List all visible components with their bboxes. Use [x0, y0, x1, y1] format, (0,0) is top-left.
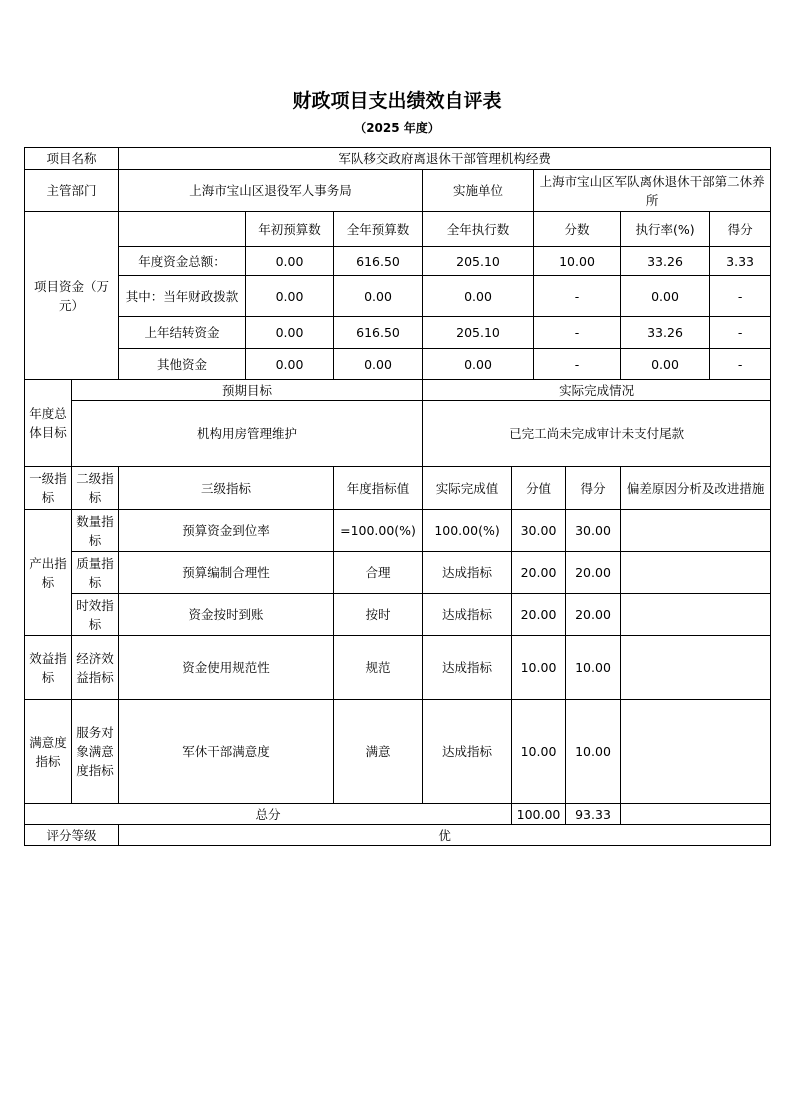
indicator-l2: 经济效益指标 — [72, 636, 119, 700]
total-score: 93.33 — [566, 804, 621, 825]
indicator-score: 10.00 — [566, 636, 621, 700]
indicator-score: 20.00 — [566, 594, 621, 636]
funds-cell: 0.00 — [246, 317, 334, 349]
total-weight: 100.00 — [512, 804, 566, 825]
funds-row — [25, 247, 771, 276]
dept-value: 上海市宝山区退役军人事务局 — [119, 170, 423, 212]
actual-goal-text: 已完工尚未完成审计未支付尾款 — [423, 401, 771, 467]
funds-cell: 0.00 — [246, 349, 334, 380]
funds-label: 项目资金（万元） — [25, 212, 119, 380]
funds-header-executed: 全年执行数 — [423, 212, 534, 247]
indicator-target: 满意 — [334, 700, 423, 804]
evaluation-table — [24, 147, 771, 846]
funds-cell: 0.00 — [334, 276, 423, 317]
indicator-row — [25, 552, 771, 594]
indicator-l3: 预算资金到位率 — [119, 510, 334, 552]
indicator-score: 20.00 — [566, 552, 621, 594]
funds-cell: - — [534, 317, 621, 349]
indicator-target: 规范 — [334, 636, 423, 700]
impl-label: 实施单位 — [423, 170, 534, 212]
indicator-score: 30.00 — [566, 510, 621, 552]
funds-cell: - — [534, 349, 621, 380]
indicator-row — [25, 700, 771, 804]
indicator-header-l2: 二级指标 — [72, 467, 119, 510]
funds-cell: 0.00 — [246, 276, 334, 317]
indicator-header-l1: 一级指标 — [25, 467, 72, 510]
indicator-note — [621, 552, 771, 594]
indicator-actual: 100.00(%) — [423, 510, 512, 552]
indicator-header-target: 年度指标值 — [334, 467, 423, 510]
dept-label: 主管部门 — [25, 170, 119, 212]
funds-cell: 3.33 — [710, 247, 771, 276]
funds-header-rate: 执行率(%) — [621, 212, 710, 247]
funds-cell: 616.50 — [334, 247, 423, 276]
page-subtitle-year: （2025 年度） — [354, 121, 440, 135]
indicator-header-l3: 三级指标 — [119, 467, 334, 510]
funds-row-label: 其中：当年财政拨款 — [119, 276, 246, 317]
funds-cell: 205.10 — [423, 247, 534, 276]
indicator-weight: 10.00 — [512, 700, 566, 804]
project-name-value: 军队移交政府离退休干部管理机构经费 — [119, 148, 771, 170]
indicator-row — [25, 594, 771, 636]
actual-goal-header: 实际完成情况 — [423, 380, 771, 401]
indicator-header-weight: 分值 — [512, 467, 566, 510]
indicator-target: 按时 — [334, 594, 423, 636]
funds-header-points: 分数 — [534, 212, 621, 247]
total-row — [25, 804, 771, 825]
funds-cell: 0.00 — [246, 247, 334, 276]
indicator-l1: 满意度指标 — [25, 700, 72, 804]
indicator-l1: 效益指标 — [25, 636, 72, 700]
indicator-l3: 军休干部满意度 — [119, 700, 334, 804]
funds-header-blank — [119, 212, 246, 247]
funds-cell: 10.00 — [534, 247, 621, 276]
impl-value: 上海市宝山区军队离休退休干部第二休养所 — [534, 170, 771, 212]
funds-cell: 33.26 — [621, 317, 710, 349]
indicator-header-score: 得分 — [566, 467, 621, 510]
funds-cell: 205.10 — [423, 317, 534, 349]
funds-cell: 33.26 — [621, 247, 710, 276]
indicator-row — [25, 636, 771, 700]
funds-row — [25, 349, 771, 380]
project-name-label: 项目名称 — [25, 148, 119, 170]
expected-goal-text: 机构用房管理维护 — [72, 401, 423, 467]
indicator-l3: 资金按时到账 — [119, 594, 334, 636]
indicator-l3: 资金使用规范性 — [119, 636, 334, 700]
funds-cell: 0.00 — [334, 349, 423, 380]
indicator-actual: 达成指标 — [423, 594, 512, 636]
indicator-note — [621, 700, 771, 804]
indicator-header-row — [25, 467, 771, 510]
funds-cell: 0.00 — [423, 276, 534, 317]
indicator-target: 合理 — [334, 552, 423, 594]
funds-cell: - — [710, 276, 771, 317]
indicator-weight: 20.00 — [512, 552, 566, 594]
indicator-l2: 服务对象满意度指标 — [72, 700, 119, 804]
indicator-note — [621, 636, 771, 700]
page-title: 财政项目支出绩效自评表 — [292, 90, 502, 112]
funds-row-label: 其他资金 — [119, 349, 246, 380]
indicator-header-actual: 实际完成值 — [423, 467, 512, 510]
indicator-l2: 质量指标 — [72, 552, 119, 594]
indicator-note — [621, 510, 771, 552]
indicator-row — [25, 510, 771, 552]
indicator-l1: 产出指标 — [25, 510, 72, 636]
annual-goal-label: 年度总体目标 — [25, 380, 72, 467]
indicator-header-note: 偏差原因分析及改进措施 — [621, 467, 771, 510]
funds-cell: 0.00 — [621, 276, 710, 317]
indicator-actual: 达成指标 — [423, 700, 512, 804]
grade-row — [25, 825, 771, 846]
indicator-actual: 达成指标 — [423, 636, 512, 700]
funds-cell: 616.50 — [334, 317, 423, 349]
indicator-note — [621, 594, 771, 636]
indicator-weight: 10.00 — [512, 636, 566, 700]
grade-label: 评分等级 — [25, 825, 119, 846]
funds-cell: - — [534, 276, 621, 317]
indicator-actual: 达成指标 — [423, 552, 512, 594]
funds-header-score: 得分 — [710, 212, 771, 247]
funds-header-initial: 年初预算数 — [246, 212, 334, 247]
expected-goal-header: 预期目标 — [72, 380, 423, 401]
indicator-weight: 30.00 — [512, 510, 566, 552]
funds-cell: 0.00 — [621, 349, 710, 380]
funds-row-label: 上年结转资金 — [119, 317, 246, 349]
funds-header-annual: 全年预算数 — [334, 212, 423, 247]
funds-row — [25, 276, 771, 317]
total-note — [621, 804, 771, 825]
grade-value: 优 — [119, 825, 771, 846]
funds-cell: - — [710, 349, 771, 380]
indicator-l2: 时效指标 — [72, 594, 119, 636]
funds-cell: - — [710, 317, 771, 349]
indicator-target: =100.00(%) — [334, 510, 423, 552]
total-label: 总分 — [25, 804, 512, 825]
indicator-l2: 数量指标 — [72, 510, 119, 552]
indicator-weight: 20.00 — [512, 594, 566, 636]
funds-row — [25, 317, 771, 349]
indicator-l3: 预算编制合理性 — [119, 552, 334, 594]
funds-cell: 0.00 — [423, 349, 534, 380]
indicator-score: 10.00 — [566, 700, 621, 804]
funds-row-label: 年度资金总额： — [119, 247, 246, 276]
